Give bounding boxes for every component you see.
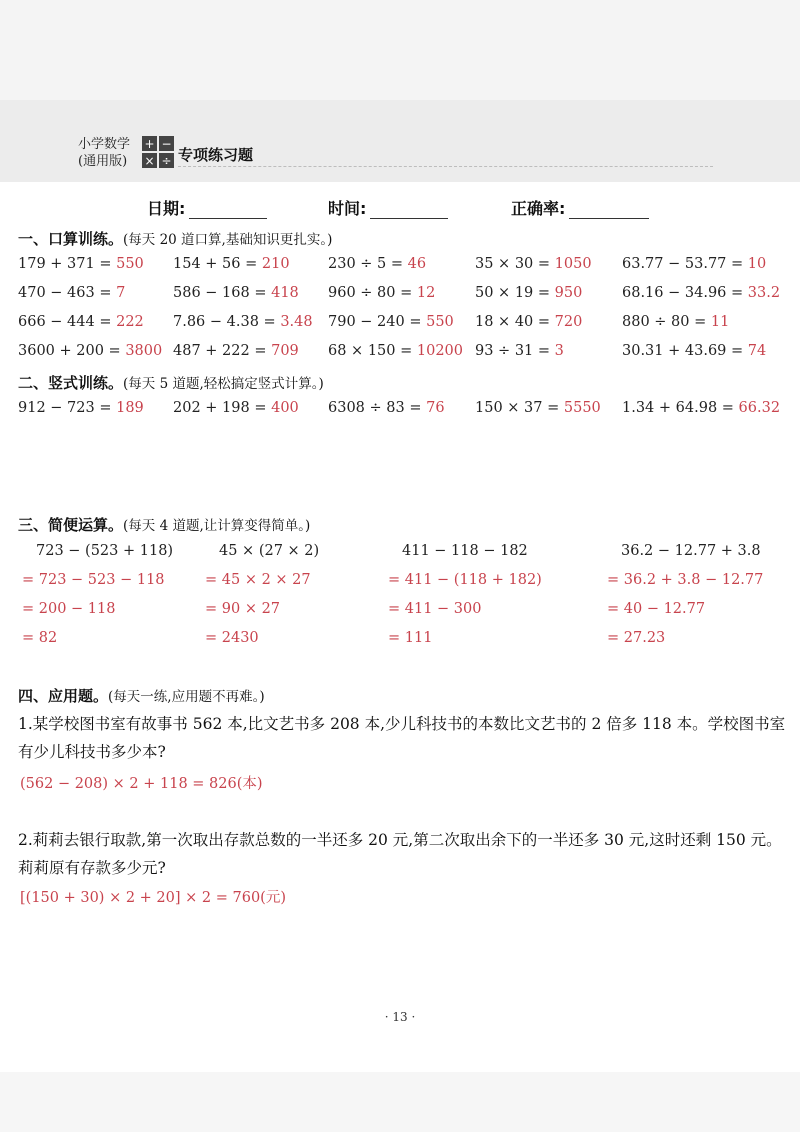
answer: 76: [426, 400, 445, 416]
step: = 200 − 118: [22, 601, 116, 617]
time-field: [328, 196, 448, 219]
question: 154 + 56 =: [173, 256, 262, 272]
step: = 27.23: [607, 630, 666, 646]
answer: 7: [116, 285, 126, 301]
expression: 45 × (27 × 2): [219, 543, 320, 559]
question: 68 × 150 =: [328, 343, 417, 359]
meta-row: [0, 196, 800, 224]
simplify-problem-3: [388, 537, 542, 653]
vertical-item: [622, 400, 780, 416]
oral-item: [18, 285, 125, 301]
oral-item: [173, 314, 313, 330]
plus-icon: +: [142, 136, 157, 151]
accuracy-field: [511, 196, 649, 219]
answer: 33.2: [747, 285, 781, 301]
question: 18 × 40 =: [475, 314, 555, 330]
section-1-note: (每天 20 道口算,基础知识更扎实。): [123, 232, 333, 248]
bottom-background: [0, 1072, 800, 1132]
step: = 411 − 300: [388, 601, 482, 617]
oral-item: [475, 285, 582, 301]
question: 470 − 463 =: [18, 285, 117, 301]
answer: 10200: [416, 343, 464, 359]
answer: 1050: [554, 256, 592, 272]
oral-item: [173, 343, 299, 359]
oral-item: [173, 285, 299, 301]
answer: 3.48: [280, 314, 313, 330]
answer: 12: [416, 285, 436, 301]
section-3-note: (每天 4 道题,让计算变得简单。): [123, 518, 311, 534]
answer: 46: [407, 256, 427, 272]
question: 50 × 19 =: [475, 285, 555, 301]
divide-icon: ÷: [159, 153, 174, 168]
brand-line-1: 小学数学: [78, 137, 131, 152]
answer: 189: [116, 400, 144, 416]
oral-item: [475, 256, 592, 272]
oral-item: [328, 314, 454, 330]
top-background: [0, 0, 800, 100]
question: 3600 + 200 =: [18, 343, 126, 359]
question: 880 ÷ 80 =: [622, 314, 711, 330]
page-number: · 13 ·: [384, 1010, 416, 1024]
simplify-problem-4: [607, 537, 763, 653]
oral-item: [328, 343, 463, 359]
expression: 36.2 − 12.77 + 3.8: [621, 543, 761, 559]
answer: 10: [747, 256, 767, 272]
step: = 45 × 2 × 27: [205, 572, 311, 588]
question: 63.77 − 53.77 =: [622, 256, 748, 272]
answer: 550: [426, 314, 454, 330]
step: = 111: [388, 630, 433, 646]
date-blank: [189, 200, 267, 219]
word-problem-2-solution: [(150 + 30) × 2 + 20] × 2 = 760(元): [20, 890, 286, 906]
oral-item: [622, 256, 766, 272]
oral-item: [622, 285, 780, 301]
word-problem-1: 1.某学校图书室有故事书 562 本,比文艺书多 208 本,少儿科技书的本数比文艺书的 2 倍多 118 本。学校图书室有少儿科技书多少本?: [18, 715, 786, 761]
question: 68.16 − 34.96 =: [622, 285, 748, 301]
brand-label: [78, 136, 130, 170]
question: 790 − 240 =: [328, 314, 427, 330]
oral-item: [18, 256, 144, 272]
question: 93 ÷ 31 =: [475, 343, 555, 359]
oral-item: [328, 285, 435, 301]
oral-row-1: [0, 256, 800, 280]
date-field: [147, 196, 267, 219]
operators-logo-icon: [142, 136, 174, 168]
answer: 66.32: [738, 400, 781, 416]
accuracy-blank: [569, 200, 649, 219]
times-icon: ×: [142, 153, 157, 168]
answer: 74: [747, 343, 767, 359]
question: 912 − 723 =: [18, 400, 117, 416]
section-4-heading: 四、应用题。: [18, 687, 109, 705]
question: 1.34 + 64.98 =: [622, 400, 739, 416]
section-2-title: [18, 372, 324, 393]
section-1-heading: 一、口算训练。: [18, 230, 124, 248]
question: 30.31 + 43.69 =: [622, 343, 748, 359]
oral-item: [622, 314, 729, 330]
oral-row-4: [0, 343, 800, 367]
question: 7.86 − 4.38 =: [173, 314, 281, 330]
section-1-title: [18, 228, 332, 249]
oral-item: [622, 343, 766, 359]
vertical-calc-row: [0, 400, 800, 424]
vertical-item: [328, 400, 445, 416]
question: 487 + 222 =: [173, 343, 272, 359]
accuracy-label: 正确率:: [511, 199, 566, 218]
oral-item: [475, 343, 564, 359]
vertical-item: [173, 400, 299, 416]
vertical-item: [475, 400, 601, 416]
step: = 2430: [205, 630, 259, 646]
question: 150 × 37 =: [475, 400, 564, 416]
answer: 210: [261, 256, 290, 272]
section-3-heading: 三、简便运算。: [18, 516, 124, 534]
answer: 11: [710, 314, 730, 330]
step: = 40 − 12.77: [607, 601, 706, 617]
answer: 709: [271, 343, 299, 359]
oral-item: [18, 343, 162, 359]
vertical-item: [18, 400, 144, 416]
brand-line-2: (通用版): [78, 154, 128, 169]
expression: 411 − 118 − 182: [402, 543, 528, 559]
expression: 723 − (523 + 118): [36, 543, 174, 559]
oral-row-2: [0, 285, 800, 309]
time-blank: [370, 200, 448, 219]
time-label: 时间:: [328, 199, 367, 218]
question: 666 − 444 =: [18, 314, 117, 330]
header-divider: [178, 166, 713, 167]
question: 230 ÷ 5 =: [328, 256, 408, 272]
step: = 36.2 + 3.8 − 12.77: [607, 572, 764, 588]
section-2-note: (每天 5 道题,轻松搞定竖式计算。): [123, 376, 324, 392]
oral-item: [475, 314, 582, 330]
question: 35 × 30 =: [475, 256, 555, 272]
oral-row-3: [0, 314, 800, 338]
answer: 950: [554, 285, 583, 301]
question: 960 ÷ 80 =: [328, 285, 417, 301]
answer: 418: [271, 285, 299, 301]
step: = 82: [22, 630, 58, 646]
question: 586 − 168 =: [173, 285, 272, 301]
answer: 5550: [563, 400, 601, 416]
question: 179 + 371 =: [18, 256, 117, 272]
date-label: 日期:: [147, 199, 186, 218]
section-4-note: (每天一练,应用题不再难。): [108, 689, 265, 705]
answer: 3800: [125, 343, 163, 359]
answer: 3: [554, 343, 564, 359]
question: 202 + 198 =: [173, 400, 272, 416]
oral-item: [328, 256, 426, 272]
section-2-heading: 二、竖式训练。: [18, 374, 124, 392]
section-3-title: [18, 514, 310, 535]
answer: 720: [554, 314, 583, 330]
minus-icon: −: [159, 136, 174, 151]
step: = 723 − 523 − 118: [22, 572, 165, 588]
page-header: [0, 100, 800, 182]
answer: 400: [271, 400, 299, 416]
answer: 550: [116, 256, 144, 272]
simplify-problem-2: [205, 537, 319, 653]
section-4-title: [18, 685, 265, 706]
oral-item: [173, 256, 290, 272]
word-problem-2: 2.莉莉去银行取款,第一次取出存款总数的一半还多 20 元,第二次取出余下的一半还多 30 元,这时还剩 150 元。莉莉原有存款多少元?: [18, 831, 782, 877]
answer: 222: [116, 314, 144, 330]
question: 6308 ÷ 83 =: [328, 400, 427, 416]
simplify-problem-1: [22, 537, 173, 653]
step: = 90 × 27: [205, 601, 281, 617]
word-problem-1-solution: (562 − 208) × 2 + 118 = 826(本): [20, 776, 263, 792]
step: = 411 − (118 + 182): [388, 572, 542, 588]
page-title: 专项练习题: [178, 146, 254, 164]
oral-item: [18, 314, 144, 330]
